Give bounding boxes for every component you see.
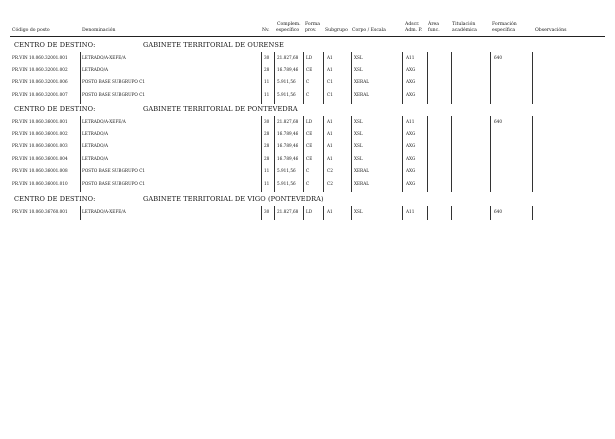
column-rule: [274, 52, 275, 104]
column-rule: [274, 206, 275, 220]
cell-corpo: XERAL: [354, 180, 369, 186]
cell-adscr: AXG: [406, 79, 416, 85]
column-rule: [427, 116, 428, 192]
cell-subgrupo: A1: [327, 208, 333, 214]
column-rule: [351, 206, 352, 220]
cell-forma: C: [306, 180, 310, 186]
cell-corpo: XSL: [354, 130, 363, 136]
table-row: [0, 152, 615, 164]
cell-nivel: 28: [264, 130, 270, 136]
cell-forma: CE: [306, 66, 313, 72]
cell-adscr: AXG: [406, 143, 416, 149]
cell-forma: LD: [306, 118, 313, 124]
cell-formacion: 640: [494, 54, 502, 60]
column-rule: [490, 52, 491, 104]
section-heading-pontevedra: [14, 105, 298, 113]
table-row: [0, 115, 615, 127]
cell-denominacion: LETRADO/A: [82, 143, 109, 149]
section-heading-vigo: [14, 195, 324, 203]
column-rule: [490, 206, 491, 220]
cell-corpo: XSL: [354, 208, 363, 214]
cell-codigo: PR.VIN 10.060.32001.001: [12, 54, 68, 60]
column-rule: [323, 206, 324, 220]
cell-forma: C: [306, 79, 310, 85]
cell-subgrupo: C2: [327, 180, 333, 186]
header-adscr-line2: Adm. P.: [405, 28, 423, 33]
column-rule: [303, 52, 304, 104]
cell-corpo: XSL: [354, 54, 363, 60]
header-corpo: Corpo / Escala: [352, 28, 386, 33]
table-row: [0, 165, 615, 177]
column-rule: [402, 52, 403, 104]
cell-adscr: A11: [406, 118, 415, 124]
column-rule: [323, 52, 324, 104]
section-name: GABINETE TERRITORIAL DE VIGO (PONTEVEDRA): [143, 195, 324, 203]
cell-complemento: 5.911,56: [277, 79, 296, 85]
cell-nivel: 11: [264, 79, 270, 85]
cell-adscr: AXG: [406, 91, 416, 97]
cell-corpo: XSL: [354, 66, 363, 72]
column-rule: [402, 206, 403, 220]
cell-formacion: 640: [494, 118, 502, 124]
column-rule: [303, 116, 304, 192]
cell-adscr: A11: [406, 54, 415, 60]
column-rule: [490, 116, 491, 192]
cell-denominacion: POSTO BASE SUBGRUPO C1: [82, 168, 146, 174]
column-rule: [274, 116, 275, 192]
column-rule: [80, 52, 81, 104]
cell-forma: CE: [306, 143, 313, 149]
cell-denominacion: LETRADO/A-XEFE/A: [82, 54, 126, 60]
section-label: CENTRO DE DESTINO:: [14, 41, 96, 49]
header-formacion-line2: específica: [492, 28, 516, 33]
cell-complemento: 21.827,68: [277, 208, 299, 214]
cell-formacion: 640: [494, 208, 502, 214]
header-forma-line1: Forma: [305, 22, 320, 27]
header-complem-line1: Complem.: [277, 22, 301, 27]
cell-nivel: 30: [264, 208, 270, 214]
cell-corpo: XSL: [354, 118, 363, 124]
cell-denominacion: LETRADO/A-XEFE/A: [82, 208, 126, 214]
cell-adscr: AXG: [406, 66, 416, 72]
cell-nivel: 28: [264, 155, 270, 161]
cell-codigo: PR.VIN 10.060.36001.010: [12, 180, 68, 186]
header-forma-line2: prov.: [305, 28, 317, 33]
cell-nivel: 11: [264, 168, 270, 174]
cell-codigo: PR.VIN 10.060.36001.004: [12, 155, 68, 161]
cell-adscr: AXG: [406, 180, 416, 186]
cell-complemento: 21.827,68: [277, 118, 299, 124]
table-row: [0, 76, 615, 88]
cell-codigo: PR.VIN 10.060.32001.007: [12, 91, 68, 97]
cell-forma: CE: [306, 155, 313, 161]
section-name: GABINETE TERRITORIAL DE OURENSE: [143, 41, 284, 49]
header-rule: [10, 36, 605, 37]
header-titulacion-line2: académica: [452, 28, 477, 33]
cell-denominacion: LETRADO/A: [82, 130, 109, 136]
cell-subgrupo: C2: [327, 168, 333, 174]
column-rule: [451, 206, 452, 220]
column-rule: [261, 206, 262, 220]
cell-codigo: PR.VIN 10.060.32001.006: [12, 79, 68, 85]
section-label: CENTRO DE DESTINO:: [14, 195, 96, 203]
cell-adscr: AXG: [406, 155, 416, 161]
header-area-line1: Área: [428, 22, 439, 27]
cell-complemento: 5.911,56: [277, 168, 296, 174]
cell-codigo: PR.VIN 10.060.36001.001: [12, 118, 68, 124]
cell-subgrupo: A1: [327, 143, 333, 149]
cell-corpo: XERAL: [354, 168, 369, 174]
section-name: GABINETE TERRITORIAL DE PONTEVEDRA: [143, 105, 298, 113]
column-rule: [261, 52, 262, 104]
table-row: [0, 127, 615, 139]
cell-corpo: XERAL: [354, 79, 369, 85]
header-formacion-line1: Formación: [492, 22, 517, 27]
cell-denominacion: POSTO BASE SUBGRUPO C1: [82, 91, 146, 97]
cell-subgrupo: A1: [327, 118, 333, 124]
header-area-line2: func.: [428, 28, 440, 33]
cell-denominacion: LETRADO/A: [82, 66, 109, 72]
cell-adscr: A11: [406, 208, 415, 214]
column-rule: [351, 116, 352, 192]
header-observacions: Observacións: [535, 28, 567, 33]
column-rule: [303, 206, 304, 220]
column-rule: [532, 116, 533, 192]
cell-nivel: 28: [264, 66, 270, 72]
cell-corpo: XSL: [354, 143, 363, 149]
cell-nivel: 30: [264, 118, 270, 124]
cell-forma: C: [306, 168, 310, 174]
cell-subgrupo: A1: [327, 130, 333, 136]
cell-forma: LD: [306, 54, 313, 60]
table-row: [0, 140, 615, 152]
column-rule: [532, 206, 533, 220]
column-rule: [351, 52, 352, 104]
cell-complemento: 16.789,46: [277, 155, 299, 161]
cell-codigo: PR.VIN 10.060.36001.003: [12, 143, 68, 149]
header-titulacion-line1: Titulación: [452, 22, 476, 27]
cell-adscr: AXG: [406, 168, 416, 174]
cell-complemento: 21.827,68: [277, 54, 299, 60]
table-row: [0, 51, 615, 63]
cell-nivel: 30: [264, 54, 270, 60]
cell-forma: LD: [306, 208, 313, 214]
cell-adscr: AXG: [406, 130, 416, 136]
cell-denominacion: POSTO BASE SUBGRUPO C1: [82, 180, 146, 186]
cell-denominacion: POSTO BASE SUBGRUPO C1: [82, 79, 146, 85]
column-rule: [402, 116, 403, 192]
header-nv: Nv.: [262, 28, 270, 33]
column-rule: [451, 52, 452, 104]
section-label: CENTRO DE DESTINO:: [14, 105, 96, 113]
header-complem-line2: específico: [276, 28, 300, 33]
cell-complemento: 16.789,46: [277, 143, 299, 149]
cell-complemento: 5.911,56: [277, 91, 296, 97]
cell-subgrupo: A1: [327, 66, 333, 72]
cell-forma: C: [306, 91, 310, 97]
column-rule: [532, 52, 533, 104]
column-rule: [427, 206, 428, 220]
column-rule: [261, 116, 262, 192]
cell-complemento: 5.911,56: [277, 180, 296, 186]
cell-nivel: 28: [264, 143, 270, 149]
cell-codigo: PR.VIN 10.060.32001.002: [12, 66, 68, 72]
header-denominacion: Denominación: [82, 28, 116, 33]
cell-codigo: PR.VIN 10.060.36001.008: [12, 168, 68, 174]
cell-codigo: PR.VIN 10.060.36001.002: [12, 130, 68, 136]
cell-denominacion: LETRADO/A: [82, 155, 109, 161]
cell-complemento: 16.789,46: [277, 66, 299, 72]
column-rule: [451, 116, 452, 192]
cell-subgrupo: A1: [327, 155, 333, 161]
column-rule: [80, 116, 81, 192]
cell-nivel: 11: [264, 180, 270, 186]
table-row: [0, 177, 615, 189]
cell-complemento: 16.789,46: [277, 130, 299, 136]
table-row: [0, 88, 615, 100]
header-codigo: Código do posto: [12, 28, 50, 33]
cell-subgrupo: C1: [327, 79, 333, 85]
cell-subgrupo: A1: [327, 54, 333, 60]
cell-codigo: PR.VIN 10.060.36760.001: [12, 208, 68, 214]
column-rule: [323, 116, 324, 192]
cell-corpo: XERAL: [354, 91, 369, 97]
table-row: [0, 63, 615, 75]
section-heading-ourense: [14, 41, 284, 49]
header-adscr-line1: Adscr.: [405, 22, 420, 27]
column-rule: [80, 206, 81, 220]
cell-corpo: XSL: [354, 155, 363, 161]
cell-nivel: 11: [264, 91, 270, 97]
cell-subgrupo: C1: [327, 91, 333, 97]
header-subgrupo: Subgrupo: [325, 28, 348, 33]
cell-denominacion: LETRADO/A-XEFE/A: [82, 118, 126, 124]
cell-forma: CE: [306, 130, 313, 136]
column-rule: [427, 52, 428, 104]
table-row: [0, 205, 615, 217]
